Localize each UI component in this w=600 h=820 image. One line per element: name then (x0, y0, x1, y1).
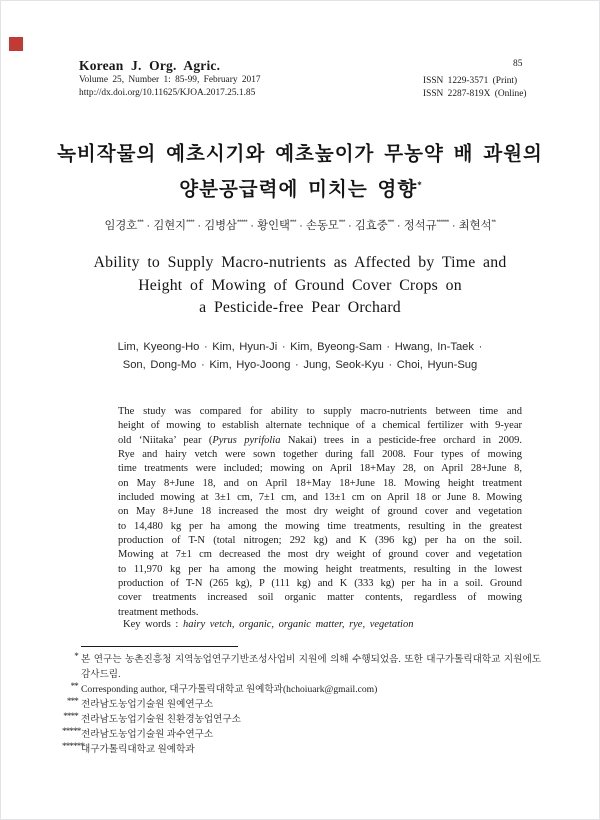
footnote-text: Corresponding author, 대구가톨릭대학교 원예학과(hchoiuark@gmail.com) (81, 684, 378, 695)
page-number: 85 (513, 59, 523, 69)
abstract-line: production of T-N (total nitrogen; 292 kg) and K (396 kg) per ha on the soil. (118, 535, 522, 547)
abstract-line: included mowing at 3±1 cm, 7±1 cm, and 13±1 cm on April 18 or June 8. Mowing (118, 492, 522, 504)
keywords-line: Key words : hairy vetch, organic, organic matter, rye, vegetation (123, 619, 414, 630)
footnote-marker: ** (70, 681, 78, 691)
issn-online: ISSN 2287-819X (Online) (423, 89, 527, 100)
title-english-line2: Height of Mowing of Ground Cover Crops on (138, 276, 462, 294)
footnote-text: 전라남도농업기술원 과수연구소 (81, 729, 214, 740)
abstract-line: time treatments were included; mowing on April 18+May 28, on April 28+June 8, (118, 463, 522, 475)
title-korean-line2: 양분공급력에 미치는 영향* (179, 179, 421, 201)
abstract-line: on May 8+June 18, and on April 18+May 18+June 18. Mowing height treatment (118, 477, 522, 489)
authors-english (1, 339, 599, 374)
issn-print: ISSN 1229-3571 (Print) (423, 76, 518, 86)
abstract-line: old ‘Niitaka’ pear (Pyrus pyrifolia Nakai) trees in a pesticide-free orchard in 2009. (118, 434, 522, 446)
footnote-marker: *** (66, 696, 78, 706)
title-korean (1, 140, 599, 206)
footnote-item (62, 742, 541, 757)
journal-volume-line: Volume 25, Number 1: 85-99, February 2017 (79, 75, 261, 85)
abstract-line: cover treatments increased soil organic matter contents, regardless of mowing (118, 592, 522, 604)
journal-doi: http://dx.doi.org/10.11625/KJOA.2017.25.1.85 (79, 88, 256, 99)
footnote-text: 대구가톨릭대학교 원예학과 (81, 744, 195, 755)
title-english-line3: a Pesticide-free Pear Orchard (199, 299, 401, 317)
abstract-paragraph (118, 405, 522, 620)
footnote-item (62, 652, 541, 682)
abstract-line: production of T-N (265 kg), P (111 kg) and K (333 kg) per ha in a soil. Ground (118, 578, 522, 590)
title-english (1, 252, 599, 320)
authors-korean: 임경호*** · 김현지**** · 김병삼***** · 황인택*** · 손동모*** · 김효중*** · 정석규****** · 최현석** (104, 219, 496, 232)
title-korean-line1: 녹비작물의 예초시기와 예초높이가 무농약 배 과원의 (57, 144, 543, 165)
footnote-marker: **** (63, 711, 78, 721)
red-square-marker (9, 37, 23, 51)
abstract-line: Rye and hairy vetch were sown together during fall 2008. Four types of mowing (118, 449, 522, 461)
journal-name: Korean J. Org. Agric. (79, 58, 221, 73)
abstract-line: The study was compared for ability to supply macro-nutrients between time and (118, 406, 522, 417)
footnote-item (62, 682, 541, 697)
journal-header (79, 58, 261, 100)
footnote-divider (81, 646, 238, 647)
footnote-text: 전라남도농업기술원 친환경농업연구소 (81, 714, 241, 725)
footnote-marker: ****** (62, 741, 85, 751)
abstract-line: treatment methods. (118, 606, 199, 618)
footnote-item (62, 712, 541, 727)
abstract-line: to 14,480 kg per ha among the mowing time treatments, resulting in the greatest (118, 520, 522, 532)
abstract-line: Mowing at 7±1 cm decreased the most dry weight of ground cover and vegetation (118, 549, 522, 561)
abstract-line: on May 8+June 18 increased the most dry weight of ground cover and vegetation (118, 506, 522, 518)
footnote-marker: * (74, 651, 78, 661)
footnote-text: 본 연구는 농촌진흥청 지역농업연구기반조성사업비 지원에 의해 수행되었음. 또한 대구가톨릭대학교 지원에도 감사드림. (81, 654, 541, 680)
footnote-item (62, 697, 541, 712)
title-english-line1: Ability to Supply Macro-nutrients as Affected by Time and (93, 254, 507, 271)
issn-block (423, 75, 526, 101)
abstract-line: to 11,970 kg per ha among the mowing height treatments, resulting in the lowest (118, 563, 522, 575)
footnotes (62, 652, 541, 757)
footnote-item (62, 727, 541, 742)
authors-english-line1: Lim, Kyeong-Ho · Kim, Hyun-Ji · Kim, Byeong-Sam · Hwang, In-Taek · (117, 341, 483, 353)
abstract-line: height of mowing to establish alternate technique of a chemical fertilizer with 9-year (118, 420, 522, 432)
footnote-marker: ***** (62, 726, 81, 736)
authors-english-line2: Son, Dong-Mo · Kim, Hyo-Joong · Jung, Seok-Kyu · Choi, Hyun-Sug (122, 358, 478, 371)
footnote-text: 전라남도농업기술원 원예연구소 (81, 699, 214, 710)
